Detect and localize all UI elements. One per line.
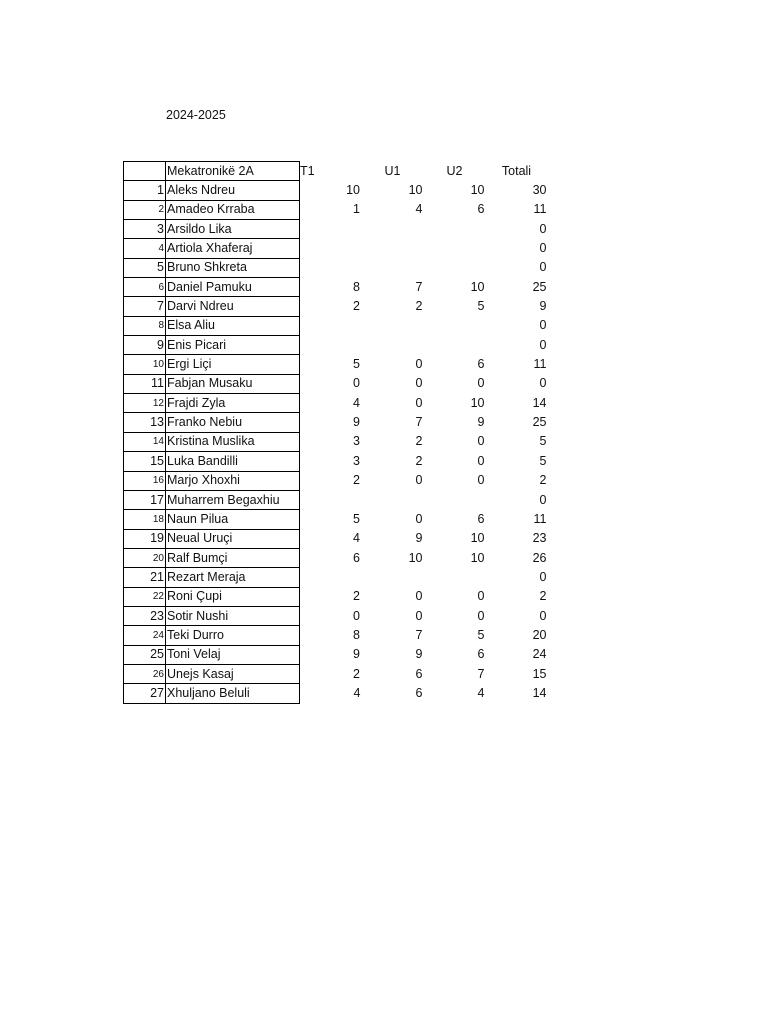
score-u2: 10 <box>470 279 485 294</box>
score-total: 11 <box>533 357 547 372</box>
row-number: 18 <box>124 510 166 529</box>
header-number-cell <box>124 162 166 181</box>
score-u2: 0 <box>477 589 485 604</box>
student-name: Muharrem Begaxhiu <box>166 490 300 509</box>
header-u2: U2 <box>446 163 463 178</box>
row-number: 2 <box>124 200 166 219</box>
score-u1 <box>363 220 425 239</box>
table-row <box>124 181 549 200</box>
score-u1: 7 <box>415 627 423 642</box>
score-u1 <box>363 316 425 335</box>
student-name: Artiola Xhaferaj <box>166 239 300 258</box>
table-row <box>124 645 549 664</box>
student-name: Rezart Meraja <box>166 568 300 587</box>
row-number: 1 <box>124 181 166 200</box>
score-u2: 10 <box>470 550 485 565</box>
table-row <box>124 394 549 413</box>
score-u1: 0 <box>415 589 423 604</box>
score-total: 0 <box>539 376 547 391</box>
row-number: 8 <box>124 316 166 335</box>
school-year-label: 2024-2025 <box>166 108 226 122</box>
score-total: 14 <box>532 685 547 700</box>
score-u2: 0 <box>477 453 485 468</box>
score-t1: 2 <box>353 666 360 681</box>
score-total: 25 <box>532 279 547 294</box>
row-number: 24 <box>124 626 166 645</box>
score-u2: 6 <box>477 357 485 372</box>
score-t1: 4 <box>353 685 361 700</box>
score-t1: 0 <box>353 608 360 623</box>
row-number: 5 <box>124 258 166 277</box>
table-row <box>124 626 549 645</box>
score-total: 0 <box>539 221 547 236</box>
row-number: 10 <box>124 355 166 374</box>
table-row <box>124 278 549 297</box>
student-name: Xhuljano Beluli <box>166 684 300 703</box>
score-u1: 9 <box>415 647 423 662</box>
table-row <box>124 239 549 258</box>
student-name: Elsa Aliu <box>166 316 300 335</box>
row-number: 19 <box>124 529 166 548</box>
score-total: 11 <box>533 202 547 217</box>
score-u1 <box>363 239 425 258</box>
row-number: 9 <box>124 336 166 355</box>
student-name: Sotir Nushi <box>166 606 300 625</box>
score-u1: 2 <box>415 453 423 468</box>
score-u1: 0 <box>415 376 423 391</box>
score-total: 20 <box>532 627 547 642</box>
score-u2 <box>425 316 487 335</box>
table-row <box>124 568 549 587</box>
score-t1 <box>300 336 363 355</box>
score-u2 <box>425 336 487 355</box>
row-number: 3 <box>124 220 166 239</box>
score-t1: 8 <box>353 279 360 294</box>
student-name: Frajdi Zyla <box>166 394 300 413</box>
row-number: 16 <box>124 471 166 490</box>
header-row <box>124 162 549 181</box>
score-t1: 9 <box>353 415 360 430</box>
row-number: 11 <box>124 374 166 393</box>
row-number: 6 <box>124 278 166 297</box>
score-total: 5 <box>539 434 547 449</box>
score-u2: 6 <box>477 511 485 526</box>
score-u2: 0 <box>477 473 485 488</box>
student-name: Marjo Xhoxhi <box>166 471 300 490</box>
score-u1: 0 <box>415 473 423 488</box>
score-total: 24 <box>532 647 547 662</box>
score-total: 25 <box>532 415 547 430</box>
score-t1: 3 <box>353 434 360 449</box>
score-u2: 10 <box>470 531 485 546</box>
score-total: 15 <box>532 666 547 681</box>
score-u1: 9 <box>415 531 423 546</box>
table-row <box>124 374 549 393</box>
row-number: 12 <box>124 394 166 413</box>
score-t1: 5 <box>353 357 360 372</box>
score-u1: 0 <box>415 608 423 623</box>
grades-table-body <box>124 162 549 704</box>
score-u2: 5 <box>477 299 485 314</box>
score-t1 <box>300 568 363 587</box>
score-u1: 10 <box>408 550 423 565</box>
table-row <box>124 297 549 316</box>
table-row <box>124 587 549 606</box>
row-number: 4 <box>124 239 166 258</box>
score-u1: 10 <box>408 183 423 198</box>
grades-table <box>123 161 549 704</box>
table-row <box>124 606 549 625</box>
score-u2: 6 <box>477 202 485 217</box>
score-u1: 6 <box>415 685 423 700</box>
table-row <box>124 336 549 355</box>
row-number: 26 <box>124 664 166 683</box>
score-u1: 0 <box>415 511 423 526</box>
score-t1: 2 <box>353 589 360 604</box>
row-number: 14 <box>124 432 166 451</box>
score-u2 <box>425 258 487 277</box>
score-t1: 1 <box>353 202 360 217</box>
score-t1 <box>300 239 363 258</box>
score-u1: 4 <box>415 202 423 217</box>
table-row <box>124 529 549 548</box>
score-total: 2 <box>539 589 547 604</box>
score-u2: 4 <box>477 685 485 700</box>
score-u2: 0 <box>477 608 485 623</box>
score-t1: 3 <box>353 453 360 468</box>
table-row <box>124 316 549 335</box>
score-u1: 0 <box>415 357 423 372</box>
score-total: 0 <box>539 318 547 333</box>
score-u2: 0 <box>477 434 485 449</box>
score-t1: 2 <box>353 473 360 488</box>
score-total: 0 <box>539 337 547 352</box>
student-name: Daniel Pamuku <box>166 278 300 297</box>
score-t1: 5 <box>353 511 360 526</box>
score-t1 <box>300 220 363 239</box>
student-name: Neual Uruçi <box>166 529 300 548</box>
score-t1 <box>300 490 363 509</box>
student-name: Ralf Bumçi <box>166 548 300 567</box>
student-name: Amadeo Krraba <box>166 200 300 219</box>
score-total: 0 <box>539 260 547 275</box>
table-row <box>124 510 549 529</box>
student-name: Darvi Ndreu <box>166 297 300 316</box>
row-number: 25 <box>124 645 166 664</box>
score-u2 <box>425 490 487 509</box>
row-number: 22 <box>124 587 166 606</box>
score-u2 <box>425 239 487 258</box>
score-total: 0 <box>539 569 547 584</box>
score-u2: 10 <box>470 395 485 410</box>
row-number: 15 <box>124 452 166 471</box>
score-total: 9 <box>539 299 547 314</box>
student-name: Franko Nebiu <box>166 413 300 432</box>
score-total: 2 <box>539 473 547 488</box>
row-number: 21 <box>124 568 166 587</box>
score-total: 23 <box>532 531 547 546</box>
score-t1: 9 <box>353 647 360 662</box>
table-row <box>124 452 549 471</box>
table-row <box>124 664 549 683</box>
score-u1 <box>363 490 425 509</box>
score-u1: 6 <box>415 666 423 681</box>
student-name: Kristina Muslika <box>166 432 300 451</box>
table-row <box>124 355 549 374</box>
row-number: 23 <box>124 606 166 625</box>
student-name: Naun Pilua <box>166 510 300 529</box>
score-u2: 7 <box>477 666 485 681</box>
student-name: Teki Durro <box>166 626 300 645</box>
score-u2 <box>425 220 487 239</box>
header-class-name: Mekatronikë 2A <box>166 162 300 181</box>
table-row <box>124 684 549 703</box>
student-name: Roni Çupi <box>166 587 300 606</box>
student-name: Aleks Ndreu <box>166 181 300 200</box>
row-number: 13 <box>124 413 166 432</box>
score-t1: 0 <box>353 376 360 391</box>
student-name: Toni Velaj <box>166 645 300 664</box>
table-row <box>124 258 549 277</box>
header-u1: U1 <box>384 163 401 178</box>
table-row <box>124 471 549 490</box>
row-number: 20 <box>124 548 166 567</box>
score-u2: 5 <box>477 627 485 642</box>
score-u1: 0 <box>415 395 423 410</box>
score-u2: 6 <box>477 647 485 662</box>
header-t1: T1 <box>300 163 315 178</box>
score-t1: 2 <box>353 299 360 314</box>
table-row <box>124 220 549 239</box>
score-u1 <box>363 568 425 587</box>
score-u1 <box>363 336 425 355</box>
student-name: Enis Picari <box>166 336 300 355</box>
score-t1: 4 <box>353 531 360 546</box>
score-t1: 10 <box>346 183 360 198</box>
student-name: Fabjan Musaku <box>166 374 300 393</box>
score-t1: 6 <box>353 550 360 565</box>
student-name: Bruno Shkreta <box>166 258 300 277</box>
student-name: Arsildo Lika <box>166 220 300 239</box>
score-total: 30 <box>532 183 547 198</box>
score-total: 26 <box>532 550 547 565</box>
table-row <box>124 432 549 451</box>
score-u1: 7 <box>415 415 423 430</box>
score-u1: 2 <box>415 434 423 449</box>
score-u2: 10 <box>470 183 485 198</box>
table-row <box>124 413 549 432</box>
table-row <box>124 200 549 219</box>
score-u1 <box>363 258 425 277</box>
score-t1 <box>300 258 363 277</box>
score-total: 14 <box>532 395 547 410</box>
table-row <box>124 548 549 567</box>
student-name: Unejs Kasaj <box>166 664 300 683</box>
score-total: 0 <box>539 608 547 623</box>
score-u2: 0 <box>477 376 485 391</box>
score-total: 11 <box>533 511 547 526</box>
row-number: 7 <box>124 297 166 316</box>
score-t1 <box>300 316 363 335</box>
student-name: Luka Bandilli <box>166 452 300 471</box>
student-name: Ergi Liçi <box>166 355 300 374</box>
score-u1: 2 <box>415 299 423 314</box>
row-number: 27 <box>124 684 166 703</box>
table-row <box>124 490 549 509</box>
score-u1: 7 <box>415 279 423 294</box>
score-t1: 8 <box>353 627 360 642</box>
score-u2 <box>425 568 487 587</box>
score-t1: 4 <box>353 395 360 410</box>
row-number: 17 <box>124 490 166 509</box>
header-total: Totali <box>501 163 532 178</box>
score-u2: 9 <box>477 415 485 430</box>
score-total: 0 <box>539 492 547 507</box>
score-total: 0 <box>539 241 547 256</box>
score-total: 5 <box>539 453 547 468</box>
